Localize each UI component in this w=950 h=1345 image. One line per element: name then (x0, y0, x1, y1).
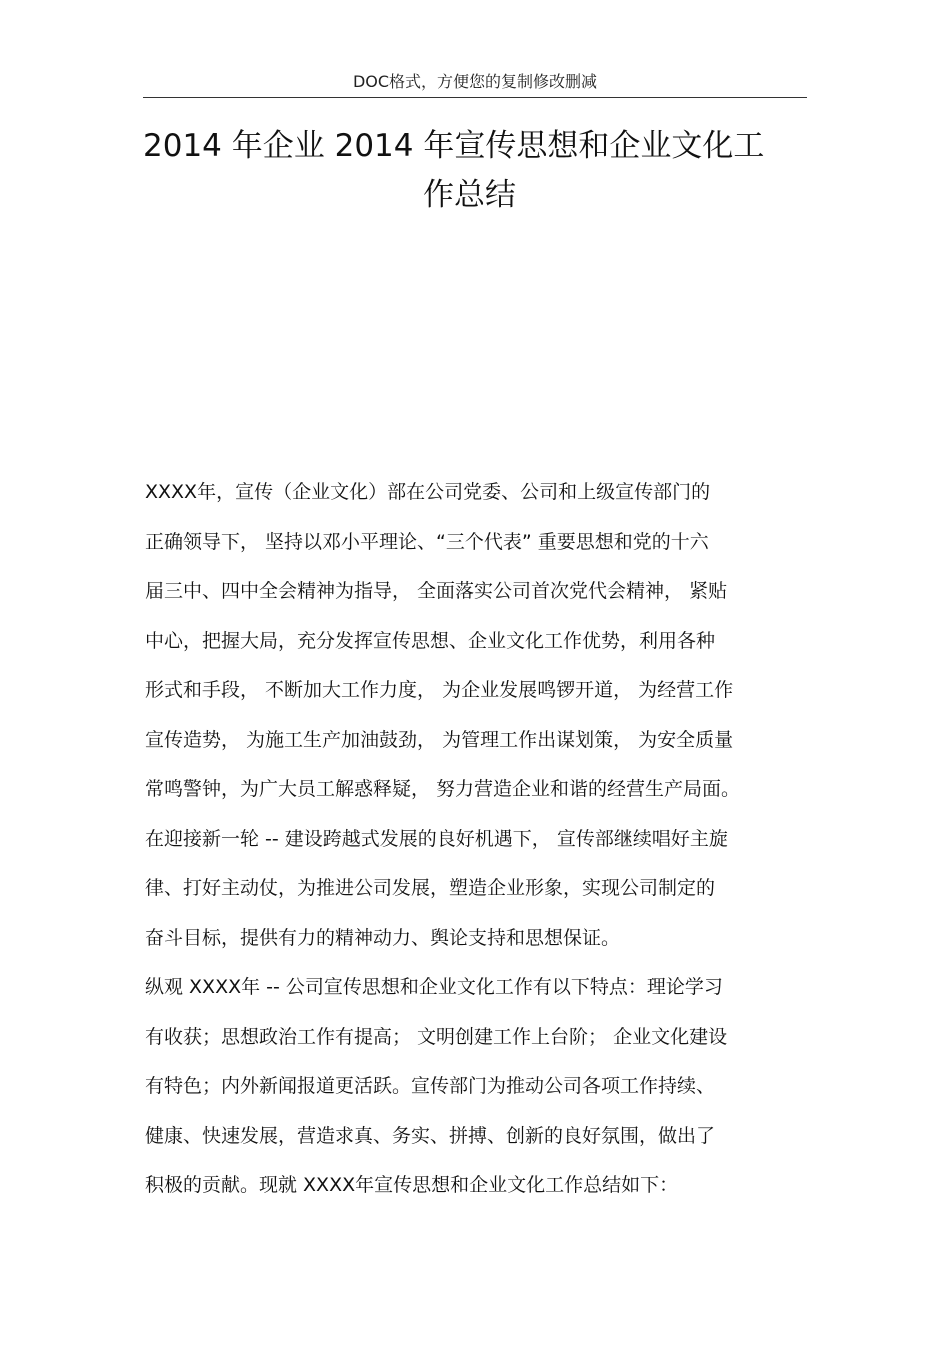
body-line: 律、打好主动仗，为推进公司发展，塑造企业形象，实现公司制定的 (145, 877, 716, 899)
title-line-2: 作总结 (423, 177, 516, 213)
body-line: 常鸣警钟，为广大员工解惑释疑， 努力营造企业和谐的经营生产局面。 (145, 778, 741, 800)
body-line: 正确领导下， 坚持以邓小平理论、“三个代表” 重要思想和党的十六 (145, 530, 709, 553)
header-divider (143, 97, 807, 98)
document-title (143, 122, 807, 220)
body-paragraphs (145, 468, 811, 1211)
body-line: 奋斗目标，提供有力的精神动力、舆论支持和思想保证。 (145, 926, 621, 949)
body-line: 有收获；思想政治工作有提高； 文明创建工作上台阶； 企业文化建设 (145, 1025, 728, 1048)
body-line: 在迎接新一轮 -- 建设跨越式发展的良好机遇下， 宣传部继续唱好主旋 (145, 827, 728, 850)
body-line: 中心，把握大局，充分发挥宣传思想、企业文化工作优势，利用各种 (145, 629, 716, 652)
body-line: XXXX年，宣传（企业文化）部在公司党委、公司和上级宣传部门的 (145, 481, 711, 503)
body-line: 纵观 XXXX年 -- 公司宣传思想和企业文化工作有以下特点：理论学习 (145, 976, 723, 998)
page-header: DOC格式，方便您的复制修改删减 (352, 72, 598, 91)
body-line: 形式和手段， 不断加大工作力度， 为企业发展鸣锣开道， 为经营工作 (145, 679, 734, 701)
title-line-1: 2014 年企业 2014 年宣传思想和企业文化工 (143, 128, 765, 164)
body-line: 届三中、四中全会精神为指导， 全面落实公司首次党代会精神， 紧贴 (145, 580, 728, 602)
body-line: 宣传造势， 为施工生产加油鼓劲， 为管理工作出谋划策， 为安全质量 (145, 728, 734, 751)
body-line: 有特色；内外新闻报道更活跃。宣传部门为推动公司各项工作持续、 (145, 1075, 716, 1097)
body-line: 积极的贡献。现就 XXXX年宣传思想和企业文化工作总结如下： (145, 1174, 679, 1196)
body-line: 健康、快速发展，营造求真、务实、拼搏、创新的良好氛围，做出了 (145, 1124, 716, 1147)
